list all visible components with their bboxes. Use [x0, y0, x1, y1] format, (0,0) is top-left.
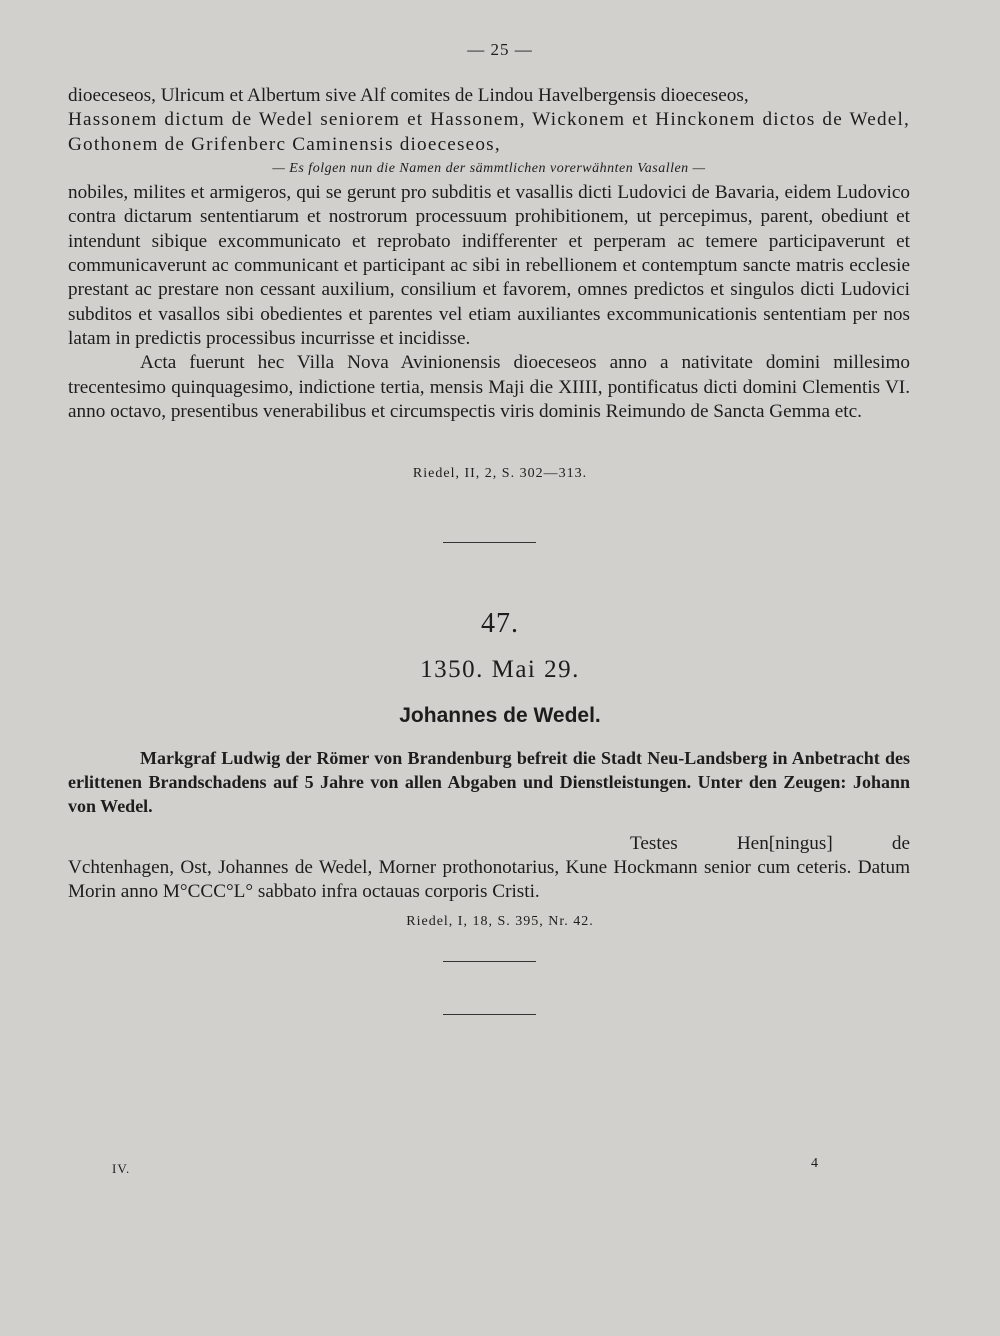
doc46-paragraph-1: dioeceseos, Ulricum et Albertum sive Alf comites de Lindou Havelbergensis dioeceseos,	[68, 85, 749, 106]
doc46-source-reference: Riedel, II, 2, S. 302—313.	[412, 466, 588, 481]
doc47-german-summary: Markgraf Ludwig der Römer von Brandenburg befreit die Stadt Neu-Landsberg in Anbetracht des erlittenen Brandschadens auf 5 Jahre von allen Abgaben und Dienstleistungen. Unter den Zeugen: Johann von Wedel.	[68, 748, 910, 816]
doc46-paragraph-3: Acta fuerunt hec Villa Nova Avinionensis dioeceseos anno a nativitate domini millesimo trecentesimo quinquagesimo, indictione tertia, mensis Maji die XIIII, pontificatus dicti domini Clementis VI. anno octavo, presentibus venerabilibus et circumspectis viris dominis Reimundo de Sancta Gemma etc.	[68, 352, 910, 422]
signature-mark-right: 4	[811, 1156, 818, 1171]
signature-mark-left: IV.	[112, 1161, 131, 1176]
doc46-editorial-note: — Es folgen nun die Namen der sämmtlichen vorerwähnten Vasallen —	[272, 160, 706, 176]
document-date: 1350. Mai 29.	[420, 656, 580, 683]
section-divider-2	[443, 961, 536, 962]
section-divider-1	[443, 542, 536, 543]
doc46-paragraph-2: nobiles, milites et armigeros, qui se gerunt pro subditis et vasallis dicti Ludovici de Bavaria, eidem Ludovico contra dictarum sententiarum et nostrorum processuum prohibitionem, ut percepimus, parent, obediunt et intendunt sibique excommunicato et reprobato indifferenter et perperam ac temere participaverunt et communicaverunt ac communicant et participant ac sibi in rebellionem et contemptum sancte matris ecclesie prestant ac prestare non cessant auxilium, consilium et favorem, omnes predictos et singulos dicti Ludovici subditos et vasallos sibi obedientes et parentes vel etiam auxiliantes excommunicationis sententiam per nos latam in predictis processibus incurrisse et incidisse.	[68, 182, 910, 349]
doc46-paragraph-1b: Hassonem dictum de Wedel seniorem et Hassonem, Wickonem et Hinckonem dictos de Wedel, Gothonem de Grifenberc Caminensis dioeceseos,	[68, 109, 910, 155]
document-title: Johannes de Wedel.	[399, 704, 601, 727]
section-divider-3	[443, 1014, 536, 1015]
document-number: 47.	[481, 608, 519, 639]
doc46-text	[68, 84, 910, 424]
doc47-source-reference: Riedel, I, 18, S. 395, Nr. 42.	[406, 914, 594, 929]
doc47-testes: Testes Hen[ningus] de Vchtenhagen, Ost, Johannes de Wedel, Morner prothonotarius, Kune Hockmann senior cum ceteris. Datum Morin anno M°CCC°L° sabbato infra octauas corporis Cristi.	[68, 833, 910, 902]
doc47-latin-text	[68, 832, 910, 904]
page-number: — 25 —	[467, 40, 533, 59]
